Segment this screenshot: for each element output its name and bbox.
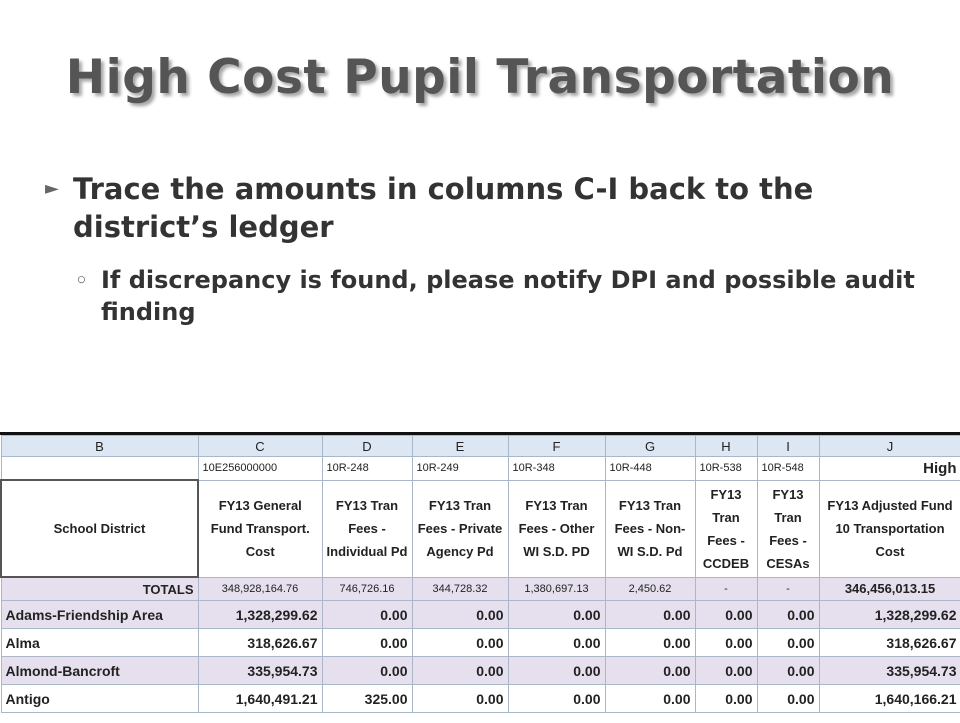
triangle-bullet-icon: ► xyxy=(45,178,59,199)
cell[interactable]: 0.00 xyxy=(757,657,819,685)
cell[interactable]: 0.00 xyxy=(322,629,412,657)
header-cell[interactable]: FY13 Tran Fees - Private Agency Pd xyxy=(412,480,508,577)
cell[interactable]: 10E256000000 xyxy=(198,457,322,481)
district-name-cell[interactable]: Almond-Bancroft xyxy=(1,657,198,685)
spreadsheet-table xyxy=(0,435,960,713)
bullet-point-2-text: If discrepancy is found, please notify DPI and possible audit finding xyxy=(101,266,915,326)
cell[interactable]: 0.00 xyxy=(757,685,819,713)
cell[interactable]: 325.00 xyxy=(322,685,412,713)
cell[interactable]: - xyxy=(695,577,757,601)
cell[interactable]: 318,626.67 xyxy=(819,629,960,657)
cell[interactable]: 348,928,164.76 xyxy=(198,577,322,601)
column-header-f[interactable]: F xyxy=(508,436,605,457)
table-row xyxy=(1,601,960,629)
column-header-h[interactable]: H xyxy=(695,436,757,457)
cell[interactable]: 10R-548 xyxy=(757,457,819,481)
totals-row xyxy=(1,577,960,601)
district-name-cell[interactable]: Alma xyxy=(1,629,198,657)
table-row xyxy=(1,629,960,657)
cell[interactable]: 0.00 xyxy=(508,601,605,629)
header-cell[interactable]: FY13 Tran Fees - CESAs xyxy=(757,480,819,577)
spreadsheet-screenshot xyxy=(0,432,960,723)
cell[interactable]: 0.00 xyxy=(412,685,508,713)
header-cell[interactable]: FY13 Tran Fees - Individual Pd xyxy=(322,480,412,577)
cell[interactable]: 10R-249 xyxy=(412,457,508,481)
cell[interactable]: High xyxy=(819,457,960,481)
cell[interactable]: 1,640,491.21 xyxy=(198,685,322,713)
cell[interactable]: 1,328,299.62 xyxy=(198,601,322,629)
cell[interactable]: 318,626.67 xyxy=(198,629,322,657)
column-header-j[interactable]: J xyxy=(819,436,960,457)
cell[interactable]: 0.00 xyxy=(508,629,605,657)
cell[interactable]: 0.00 xyxy=(412,601,508,629)
column-letter-row xyxy=(1,436,960,457)
column-header-b[interactable]: B xyxy=(1,436,198,457)
column-header-g[interactable]: G xyxy=(605,436,695,457)
cell[interactable]: 0.00 xyxy=(695,601,757,629)
cell[interactable]: 10R-248 xyxy=(322,457,412,481)
header-cell[interactable]: FY13 General Fund Transport. Cost xyxy=(198,480,322,577)
header-cell-school-district[interactable]: School District xyxy=(1,480,198,577)
cell[interactable]: 1,380,697.13 xyxy=(508,577,605,601)
cell[interactable]: 346,456,013.15 xyxy=(819,577,960,601)
cell[interactable]: 0.00 xyxy=(322,601,412,629)
cell[interactable]: 0.00 xyxy=(695,657,757,685)
cell[interactable]: 0.00 xyxy=(412,629,508,657)
cell[interactable]: - xyxy=(757,577,819,601)
cell[interactable]: 0.00 xyxy=(508,657,605,685)
cell[interactable]: 0.00 xyxy=(695,685,757,713)
cell[interactable]: 10R-448 xyxy=(605,457,695,481)
district-name-cell[interactable]: Antigo xyxy=(1,685,198,713)
cell[interactable]: 0.00 xyxy=(605,629,695,657)
cell[interactable] xyxy=(1,457,198,481)
bullet-point-1-text: Trace the amounts in columns C-I back to the district’s ledger xyxy=(73,172,814,244)
column-header-d[interactable]: D xyxy=(322,436,412,457)
bullet-point-1 xyxy=(45,170,925,246)
table-row xyxy=(1,685,960,713)
header-cell[interactable]: FY13 Tran Fees - CCDEB xyxy=(695,480,757,577)
cell[interactable]: 10R-538 xyxy=(695,457,757,481)
cell[interactable]: 0.00 xyxy=(508,685,605,713)
table-row xyxy=(1,657,960,685)
header-cell[interactable]: FY13 Adjusted Fund 10 Transportation Cost xyxy=(819,480,960,577)
cell[interactable]: 0.00 xyxy=(605,601,695,629)
cell[interactable]: 0.00 xyxy=(695,629,757,657)
cell[interactable]: 344,728.32 xyxy=(412,577,508,601)
cell[interactable]: 335,954.73 xyxy=(198,657,322,685)
header-cell[interactable]: FY13 Tran Fees - Non-WI S.D. Pd xyxy=(605,480,695,577)
column-header-i[interactable]: I xyxy=(757,436,819,457)
totals-label[interactable]: TOTALS xyxy=(1,577,198,601)
header-cell[interactable]: FY13 Tran Fees - Other WI S.D. PD xyxy=(508,480,605,577)
column-header-e[interactable]: E xyxy=(412,436,508,457)
circle-bullet-icon: ◦ xyxy=(75,268,88,292)
cell[interactable]: 746,726.16 xyxy=(322,577,412,601)
cell[interactable]: 10R-348 xyxy=(508,457,605,481)
cell[interactable]: 0.00 xyxy=(757,629,819,657)
cell[interactable]: 335,954.73 xyxy=(819,657,960,685)
account-code-row xyxy=(1,457,960,481)
district-name-cell[interactable]: Adams-Friendship Area xyxy=(1,601,198,629)
slide-title: High Cost Pupil Transportation xyxy=(65,50,895,105)
cell[interactable]: 0.00 xyxy=(605,685,695,713)
cell[interactable]: 2,450.62 xyxy=(605,577,695,601)
cell[interactable]: 0.00 xyxy=(757,601,819,629)
column-header-c[interactable]: C xyxy=(198,436,322,457)
bullet-point-2 xyxy=(75,264,915,328)
cell[interactable]: 0.00 xyxy=(412,657,508,685)
cell[interactable]: 1,640,166.21 xyxy=(819,685,960,713)
cell[interactable]: 0.00 xyxy=(605,657,695,685)
field-header-row xyxy=(1,480,960,577)
cell[interactable]: 0.00 xyxy=(322,657,412,685)
cell[interactable]: 1,328,299.62 xyxy=(819,601,960,629)
